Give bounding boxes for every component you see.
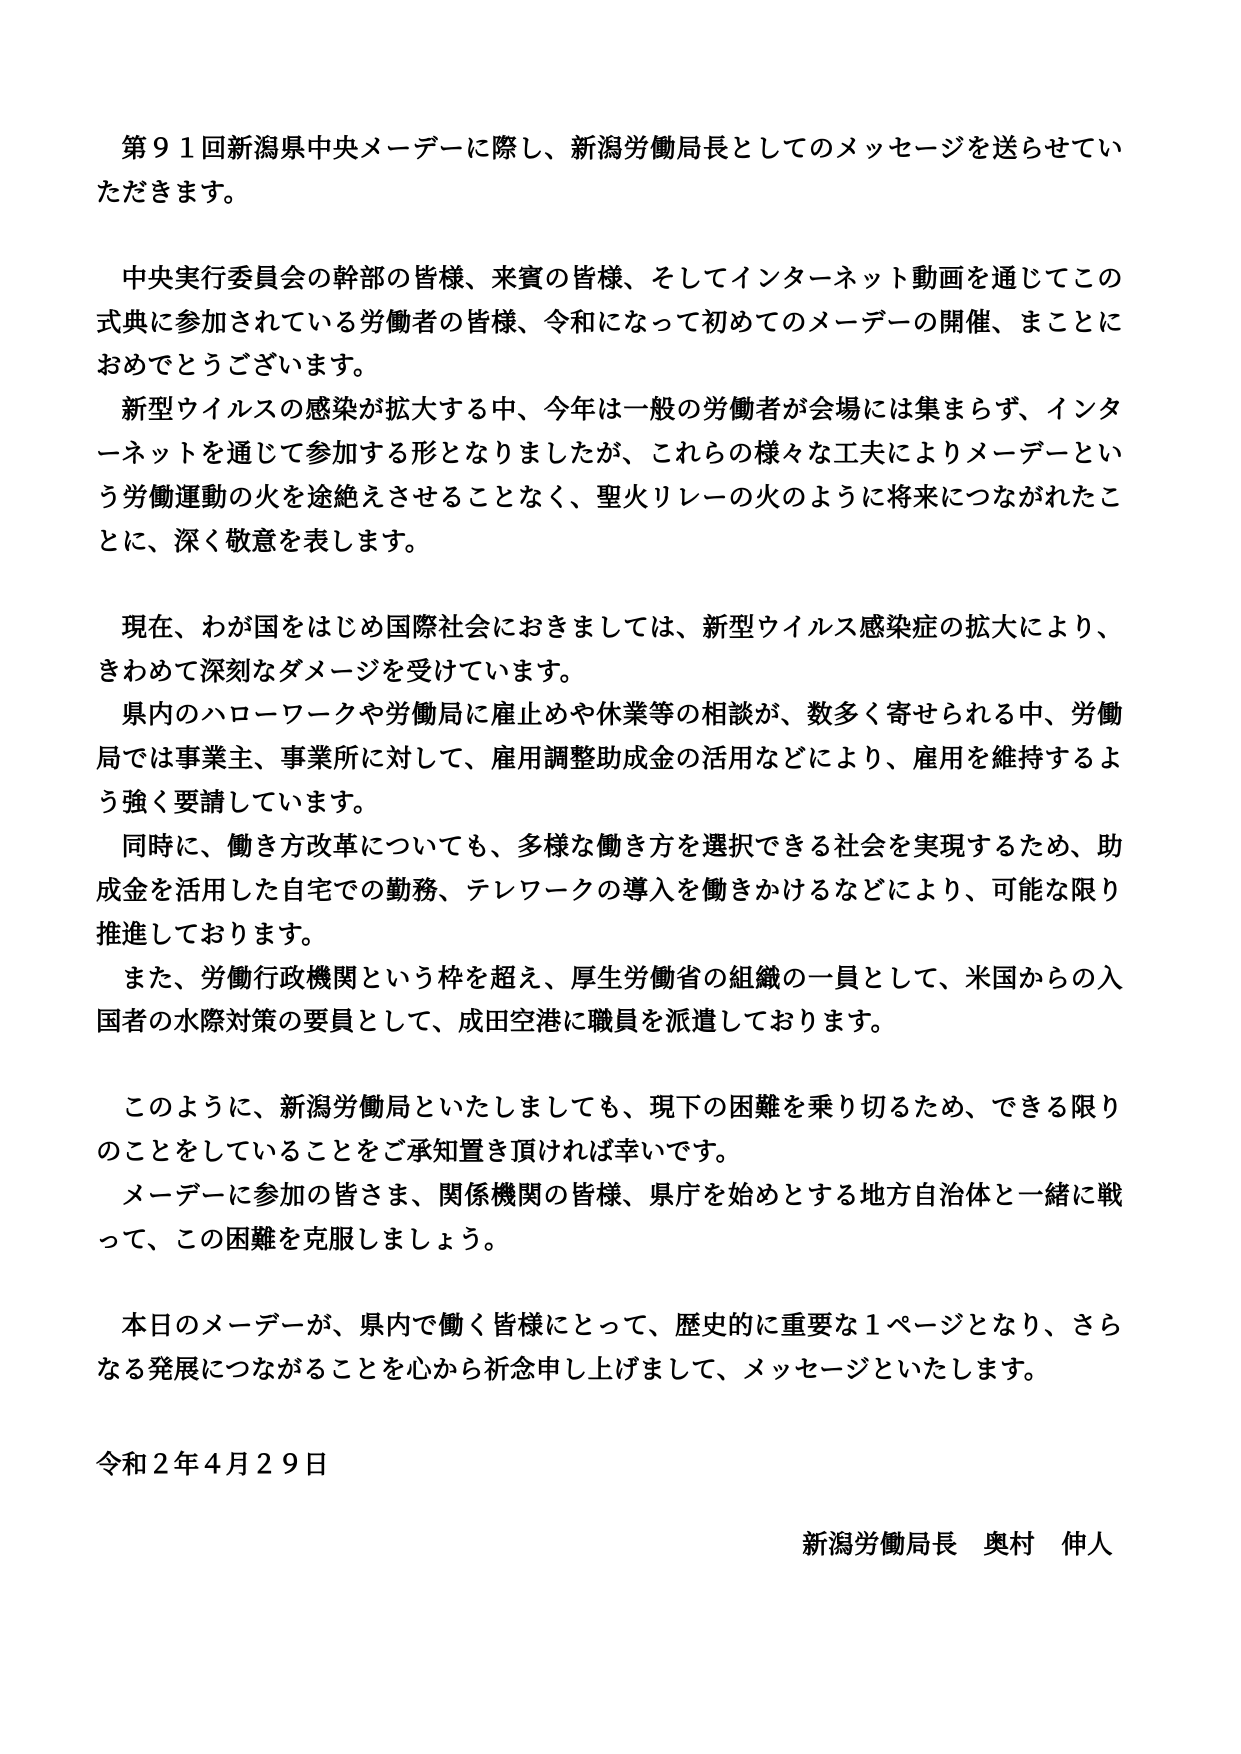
paragraph-8: このように、新潟労働局といたしましても、現下の困難を乗り切るため、できる限りのことをしていることをご承知置き頂ければ幸いです。 xyxy=(96,1093,1123,1168)
document-date: 令和２年４月２９日 xyxy=(96,1450,330,1481)
paragraph-9: メーデーに参加の皆さま、関係機関の皆様、県庁を始めとする地方自治体と一緒に戦って、この困難を克服しましょう。 xyxy=(96,1181,1123,1255)
paragraph-3: 新型ウイルスの感染が拡大する中、今年は一般の労働者が会場には集まらず、インターネットを通じて参加する形となりましたが、これらの様々な工夫によりメーデーという労働運動の火を途絶えさせることなく、聖火リレーの火のように将来につながれたことに、深く敬意を表します。 xyxy=(96,395,1123,557)
paragraph-2: 中央実行委員会の幹部の皆様、来賓の皆様、そしてインターネット動画を通じてこの式典に参加されている労働者の皆様、令和になって初めてのメーデーの開催、まことにおめでとうございます。 xyxy=(96,263,1123,382)
document-signature: 新潟労働局長 奥村 伸人 xyxy=(802,1530,1113,1561)
paragraph-1: 第９１回新潟県中央メーデーに際し、新潟労働局長としてのメッセージを送らせていただきます。 xyxy=(96,134,1123,208)
paragraph-5: 県内のハローワークや労働局に雇止めや休業等の相談が、数多く寄せられる中、労働局では事業主、事業所に対して、雇用調整助成金の活用などにより、雇用を維持するよう強く要請しています。 xyxy=(96,700,1123,819)
paragraph-10: 本日のメーデーが、県内で働く皆様にとって、歴史的に重要な１ページとなり、さらなる発展につながることを心から祈念申し上げまして、メッセージといたします。 xyxy=(96,1310,1123,1385)
document-body xyxy=(96,128,1123,1568)
paragraph-spacer xyxy=(96,1263,1123,1305)
paragraph-spacer xyxy=(96,1045,1123,1087)
paragraph-7: また、労働行政機関という枠を超え、厚生労働省の組織の一員として、米国からの入国者の水際対策の要員として、成田空港に職員を派遣しております。 xyxy=(96,963,1123,1038)
paragraph-6: 同時に、働き方改革についても、多様な働き方を選択できる社会を実現するため、助成金を活用した自宅での勤務、テレワークの導入を働きかけるなどにより、可能な限り推進しております。 xyxy=(96,832,1123,950)
paragraph-spacer xyxy=(96,565,1123,607)
paragraph-spacer xyxy=(96,216,1123,258)
paragraph-4: 現在、わが国をはじめ国際社会におきましては、新型ウイルス感染症の拡大により、きわめて深刻なダメージを受けています。 xyxy=(96,612,1123,687)
